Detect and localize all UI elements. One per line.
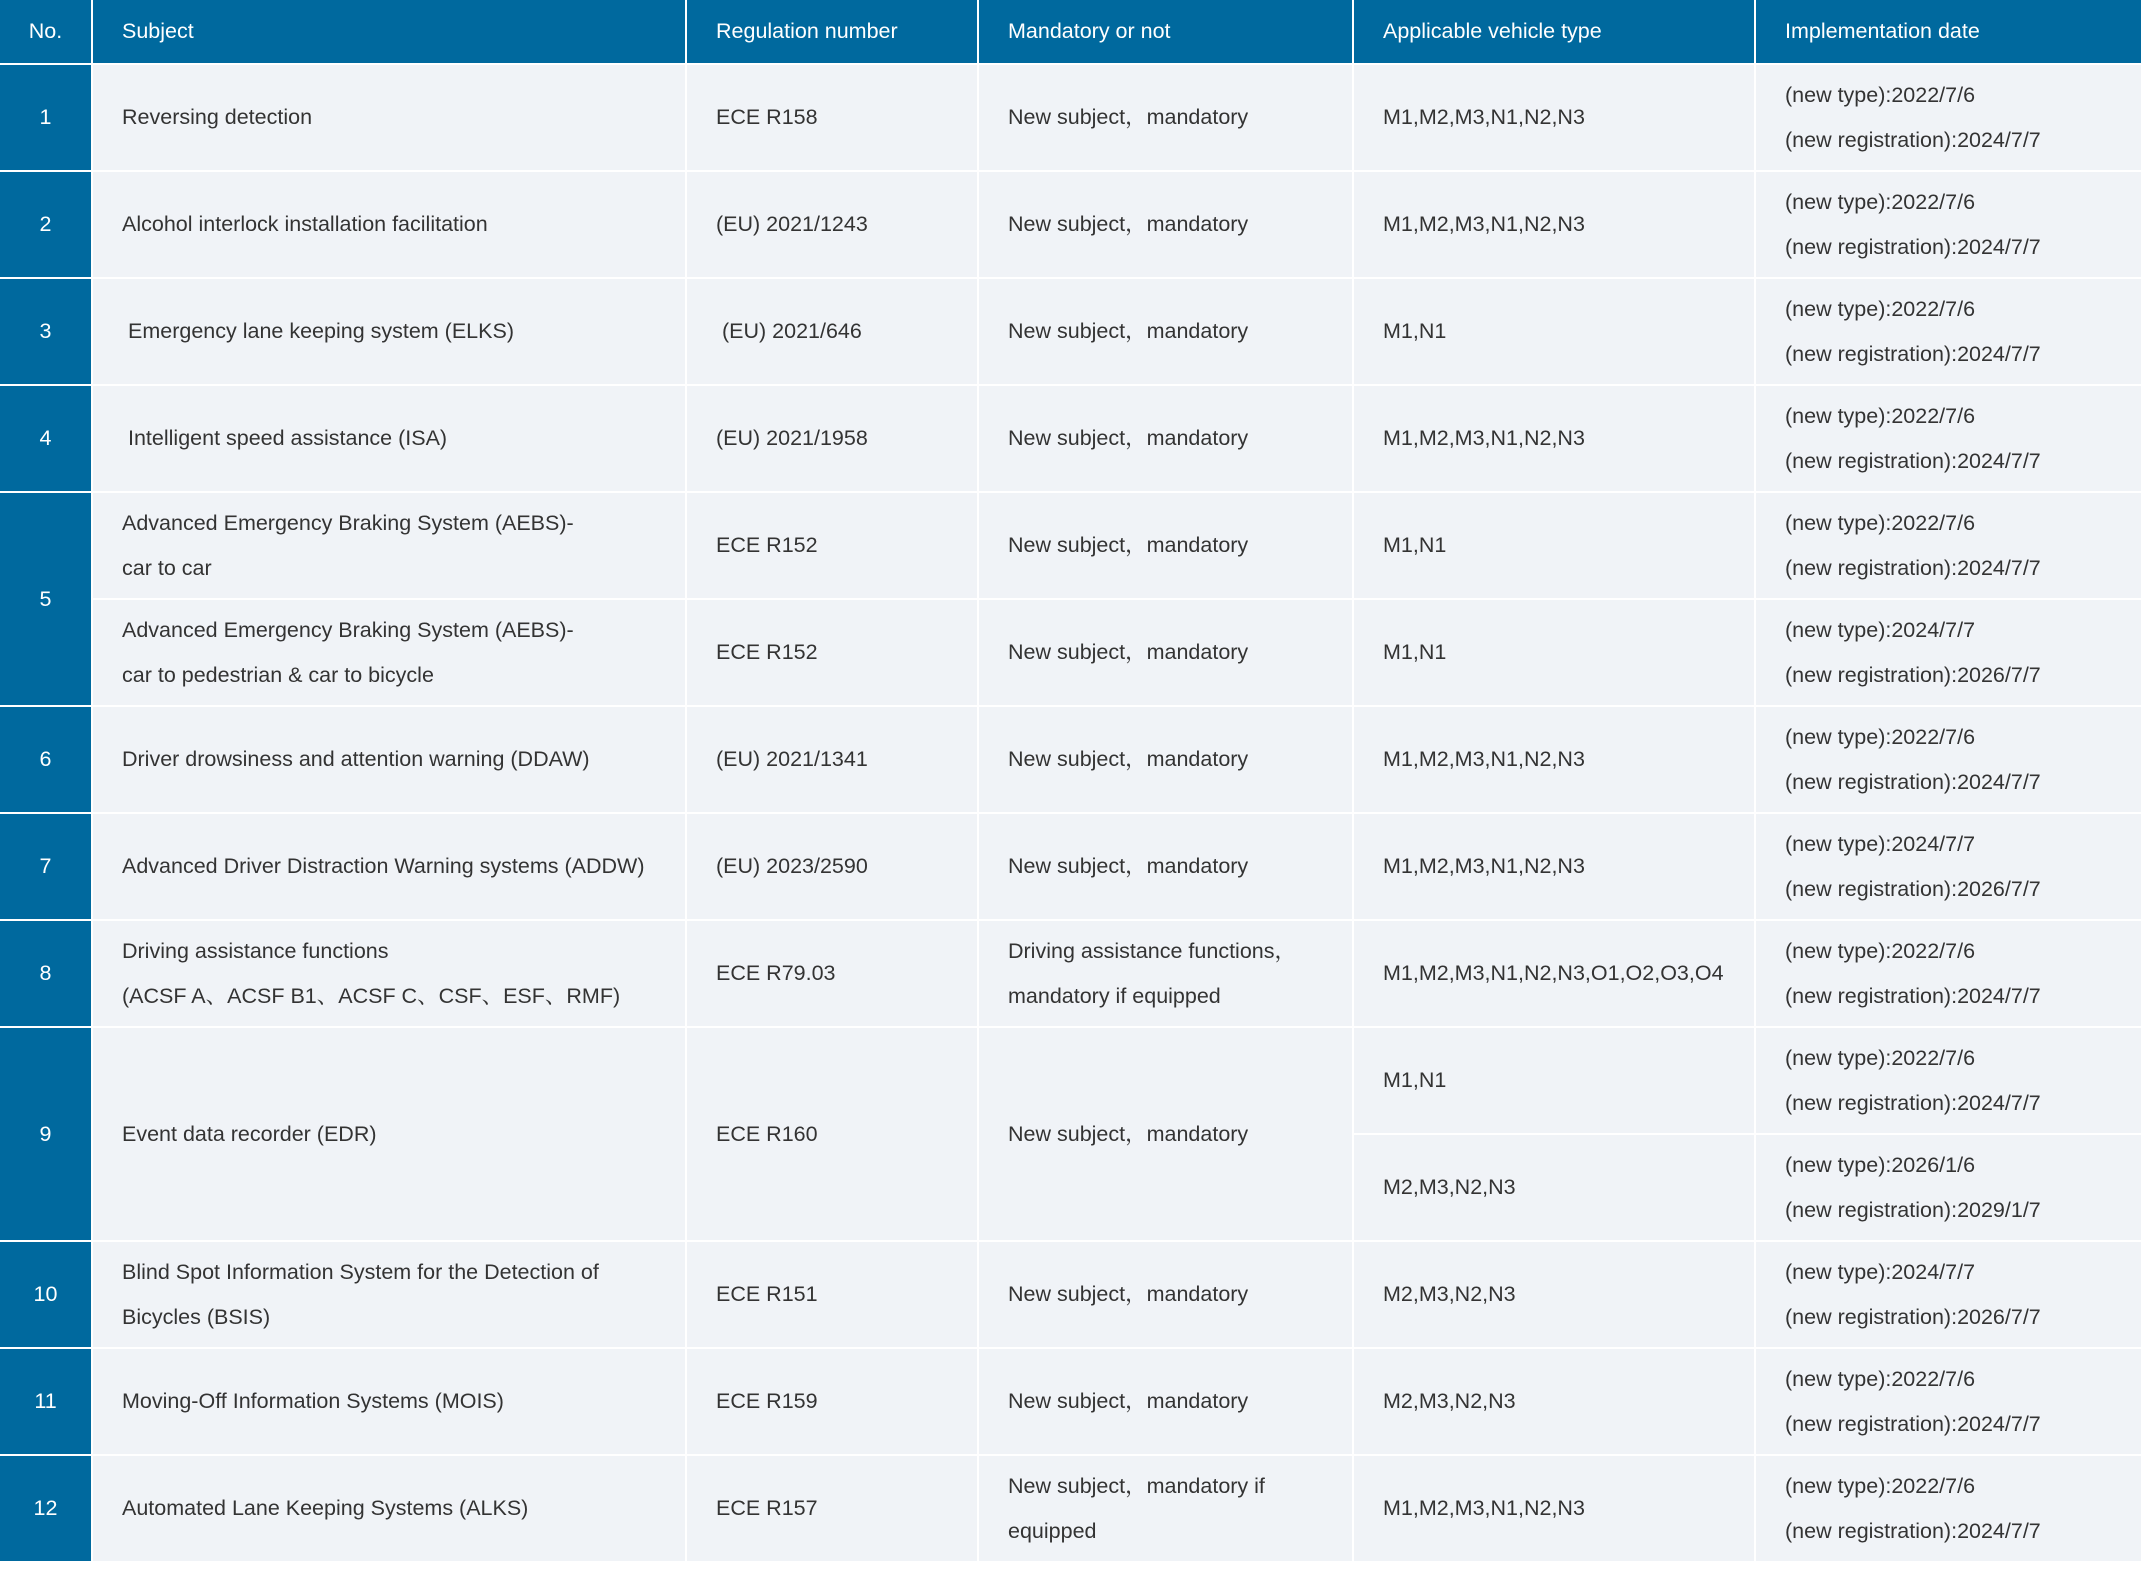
- cell-text-line: (EU) 2021/646: [722, 319, 862, 343]
- row-number: 3: [0, 278, 92, 385]
- cell-text-line: (new registration):2024/7/7: [1785, 448, 2041, 473]
- cell-text-line: (new type):2022/7/6: [1785, 82, 1976, 107]
- header-no: No.: [0, 0, 92, 64]
- mandatory-cell: [978, 706, 1353, 813]
- mandatory-cell: [978, 1455, 1353, 1562]
- cell-text-line: Driving assistance functions: [122, 938, 389, 963]
- subject-cell: [92, 706, 686, 813]
- cell-text-line: (new type):2022/7/6: [1785, 296, 1976, 321]
- implementation-cell: [1755, 385, 2142, 492]
- vehicle-cell: M2,M3,N2,N3: [1353, 1348, 1755, 1455]
- cell-text-line: (new type):2022/7/6: [1785, 1366, 1976, 1391]
- mandatory-cell: [978, 813, 1353, 920]
- row-number: 6: [0, 706, 92, 813]
- cell-text-line: (new type):2022/7/6: [1785, 510, 1976, 535]
- regulation-cell: (EU) 2021/1243: [686, 171, 978, 278]
- implementation-cell: [1755, 1455, 2142, 1562]
- cell-text-line: (new type):2022/7/6: [1785, 403, 1976, 428]
- vehicle-cell: M1,M2,M3,N1,N2,N3: [1353, 171, 1755, 278]
- vehicle-cell: M1,M2,M3,N1,N2,N3,O1,O2,O3,O4: [1353, 920, 1755, 1027]
- cell-text-line: Automated Lane Keeping Systems (ALKS): [122, 1496, 529, 1520]
- subject-cell: [92, 813, 686, 920]
- vehicle-cell: M1,N1: [1353, 1027, 1755, 1134]
- subject-cell: [92, 1241, 686, 1348]
- mandatory-cell: [978, 171, 1353, 278]
- row-number: 10: [0, 1241, 92, 1348]
- table-row: [0, 1241, 2142, 1348]
- cell-text-line: New subject，mandatory if: [1008, 1473, 1265, 1498]
- table-row: [0, 171, 2142, 278]
- cell-text-line: New subject，mandatory: [1008, 105, 1249, 129]
- cell-text-line: (new registration):2024/7/7: [1785, 341, 2041, 366]
- cell-text-line: (new registration):2029/1/7: [1785, 1197, 2041, 1222]
- row-number: 9: [0, 1027, 92, 1241]
- regulation-cell: (EU) 2021/1341: [686, 706, 978, 813]
- cell-text-line: (new type):2022/7/6: [1785, 938, 1976, 963]
- implementation-cell: [1755, 599, 2142, 706]
- mandatory-cell: [978, 599, 1353, 706]
- cell-text-line: Alcohol interlock installation facilitation: [122, 212, 488, 236]
- regulation-cell: ECE R159: [686, 1348, 978, 1455]
- table-row: [0, 278, 2142, 385]
- cell-text-line: equipped: [1008, 1518, 1097, 1543]
- vehicle-cell: M2,M3,N2,N3: [1353, 1134, 1755, 1241]
- implementation-cell: [1755, 278, 2142, 385]
- implementation-cell: [1755, 492, 2142, 599]
- cell-text-line: (new registration):2024/7/7: [1785, 234, 2041, 259]
- mandatory-cell: [978, 1348, 1353, 1455]
- cell-text-line: (new registration):2024/7/7: [1785, 555, 2041, 580]
- cell-text-line: (new type):2022/7/6: [1785, 1473, 1976, 1498]
- cell-text-line: Intelligent speed assistance (ISA): [128, 426, 448, 450]
- table-row: [0, 706, 2142, 813]
- mandatory-cell: [978, 492, 1353, 599]
- cell-text-line: New subject，mandatory: [1008, 319, 1249, 343]
- regulation-cell: ECE R152: [686, 599, 978, 706]
- cell-text-line: (new registration):2024/7/7: [1785, 1518, 2041, 1543]
- subject-cell: [92, 1455, 686, 1562]
- row-number: 1: [0, 64, 92, 171]
- cell-text-line: (ACSF A、ACSF B1、ACSF C、CSF、ESF、RMF): [122, 983, 621, 1008]
- header-implementation: Implementation date: [1755, 0, 2142, 64]
- row-number: 8: [0, 920, 92, 1027]
- vehicle-cell: M1,N1: [1353, 599, 1755, 706]
- cell-text-line: (new type):2022/7/6: [1785, 1045, 1976, 1070]
- table-row: [0, 1455, 2142, 1562]
- regulation-cell: ECE R158: [686, 64, 978, 171]
- cell-text-line: (new registration):2024/7/7: [1785, 1090, 2041, 1115]
- vehicle-cell: M1,N1: [1353, 278, 1755, 385]
- table-row: [0, 813, 2142, 920]
- table-header: [0, 0, 2142, 64]
- subject-cell: [92, 599, 686, 706]
- table-body: [0, 64, 2142, 1562]
- cell-text-line: (new registration):2026/7/7: [1785, 662, 2041, 687]
- table-row: [0, 1348, 2142, 1455]
- cell-text-line: New subject，mandatory: [1008, 854, 1249, 878]
- row-number: 5: [0, 492, 92, 706]
- cell-text-line: New subject，mandatory: [1008, 1282, 1249, 1306]
- cell-text-line: mandatory if equipped: [1008, 983, 1221, 1008]
- mandatory-cell: [978, 1027, 1353, 1241]
- subject-cell: [92, 278, 686, 385]
- cell-text-line: (new type):2024/7/7: [1785, 617, 1976, 642]
- cell-text-line: (new registration):2026/7/7: [1785, 1304, 2041, 1329]
- implementation-cell: [1755, 706, 2142, 813]
- vehicle-cell: M1,M2,M3,N1,N2,N3: [1353, 706, 1755, 813]
- cell-text-line: Blind Spot Information System for the Detection of: [122, 1259, 599, 1284]
- subject-cell: [92, 1348, 686, 1455]
- cell-text-line: New subject，mandatory: [1008, 426, 1249, 450]
- cell-text-line: Moving-Off Information Systems (MOIS): [122, 1389, 504, 1413]
- implementation-cell: [1755, 813, 2142, 920]
- cell-text-line: (new type):2022/7/6: [1785, 724, 1976, 749]
- cell-text-line: (new registration):2024/7/7: [1785, 127, 2041, 152]
- regulation-cell: ECE R151: [686, 1241, 978, 1348]
- subject-cell: [92, 920, 686, 1027]
- regulation-cell: (EU) 2023/2590: [686, 813, 978, 920]
- subject-cell: [92, 385, 686, 492]
- mandatory-cell: [978, 64, 1353, 171]
- implementation-cell: [1755, 1241, 2142, 1348]
- cell-text-line: New subject，mandatory: [1008, 1121, 1249, 1146]
- subject-cell: [92, 492, 686, 599]
- implementation-cell: [1755, 1348, 2142, 1455]
- table-row: [0, 64, 2142, 171]
- table-row: [0, 385, 2142, 492]
- regulation-cell: ECE R160: [686, 1027, 978, 1241]
- cell-text-line: Driving assistance functions，: [1008, 938, 1296, 963]
- vehicle-cell: M1,N1: [1353, 492, 1755, 599]
- subject-cell: [92, 1027, 686, 1241]
- implementation-cell: [1755, 1027, 2142, 1134]
- header-vehicle: Applicable vehicle type: [1353, 0, 1755, 64]
- row-number: 2: [0, 171, 92, 278]
- cell-text-line: car to pedestrian & car to bicycle: [122, 662, 434, 687]
- vehicle-cell: M1,M2,M3,N1,N2,N3: [1353, 64, 1755, 171]
- regulation-cell: [686, 278, 978, 385]
- table-row: [0, 492, 2142, 599]
- row-number: 12: [0, 1455, 92, 1562]
- header-row: [0, 0, 2142, 64]
- mandatory-cell: [978, 278, 1353, 385]
- cell-text-line: Driver drowsiness and attention warning (DDAW): [122, 747, 590, 771]
- implementation-cell: [1755, 920, 2142, 1027]
- subject-cell: [92, 64, 686, 171]
- cell-text-line: New subject，mandatory: [1008, 640, 1249, 664]
- cell-text-line: Reversing detection: [122, 105, 313, 129]
- row-number: 7: [0, 813, 92, 920]
- table-row: [0, 920, 2142, 1027]
- regulation-cell: ECE R152: [686, 492, 978, 599]
- table-row: [0, 1027, 2142, 1134]
- implementation-cell: [1755, 171, 2142, 278]
- cell-text-line: New subject，mandatory: [1008, 533, 1249, 557]
- cell-text-line: car to car: [122, 555, 212, 580]
- cell-text-line: (new type):2022/7/6: [1785, 189, 1976, 214]
- mandatory-cell: [978, 920, 1353, 1027]
- cell-text-line: Advanced Emergency Braking System (AEBS)-: [122, 510, 574, 535]
- vehicle-cell: M2,M3,N2,N3: [1353, 1241, 1755, 1348]
- implementation-cell: [1755, 1134, 2142, 1241]
- cell-text-line: (new type):2024/7/7: [1785, 831, 1976, 856]
- cell-text-line: Emergency lane keeping system (ELKS): [128, 319, 514, 343]
- row-number: 4: [0, 385, 92, 492]
- cell-text-line: Advanced Emergency Braking System (AEBS)-: [122, 617, 574, 642]
- cell-text-line: (new registration):2024/7/7: [1785, 769, 2041, 794]
- cell-text-line: (new type):2026/1/6: [1785, 1152, 1976, 1177]
- header-regulation: Regulation number: [686, 0, 978, 64]
- cell-text-line: New subject，mandatory: [1008, 212, 1249, 236]
- header-subject: Subject: [92, 0, 686, 64]
- mandatory-cell: [978, 385, 1353, 492]
- mandatory-cell: [978, 1241, 1353, 1348]
- row-number: 11: [0, 1348, 92, 1455]
- cell-text-line: (new registration):2024/7/7: [1785, 983, 2041, 1008]
- vehicle-cell: M1,M2,M3,N1,N2,N3: [1353, 385, 1755, 492]
- header-mandatory: Mandatory or not: [978, 0, 1353, 64]
- cell-text-line: (new registration):2024/7/7: [1785, 1411, 2041, 1436]
- cell-text-line: New subject，mandatory: [1008, 1389, 1249, 1413]
- cell-text-line: (new registration):2026/7/7: [1785, 876, 2041, 901]
- cell-text-line: Event data recorder (EDR): [122, 1121, 377, 1146]
- regulation-cell: ECE R157: [686, 1455, 978, 1562]
- table-row: [0, 599, 2142, 706]
- regulation-cell: (EU) 2021/1958: [686, 385, 978, 492]
- subject-cell: [92, 171, 686, 278]
- cell-text-line: New subject，mandatory: [1008, 747, 1249, 771]
- implementation-cell: [1755, 64, 2142, 171]
- cell-text-line: Bicycles (BSIS): [122, 1304, 271, 1329]
- vehicle-cell: M1,M2,M3,N1,N2,N3: [1353, 813, 1755, 920]
- cell-text-line: (new type):2024/7/7: [1785, 1259, 1976, 1284]
- regulation-cell: ECE R79.03: [686, 920, 978, 1027]
- cell-text-line: Advanced Driver Distraction Warning systems (ADDW): [122, 854, 645, 878]
- vehicle-cell: M1,M2,M3,N1,N2,N3: [1353, 1455, 1755, 1562]
